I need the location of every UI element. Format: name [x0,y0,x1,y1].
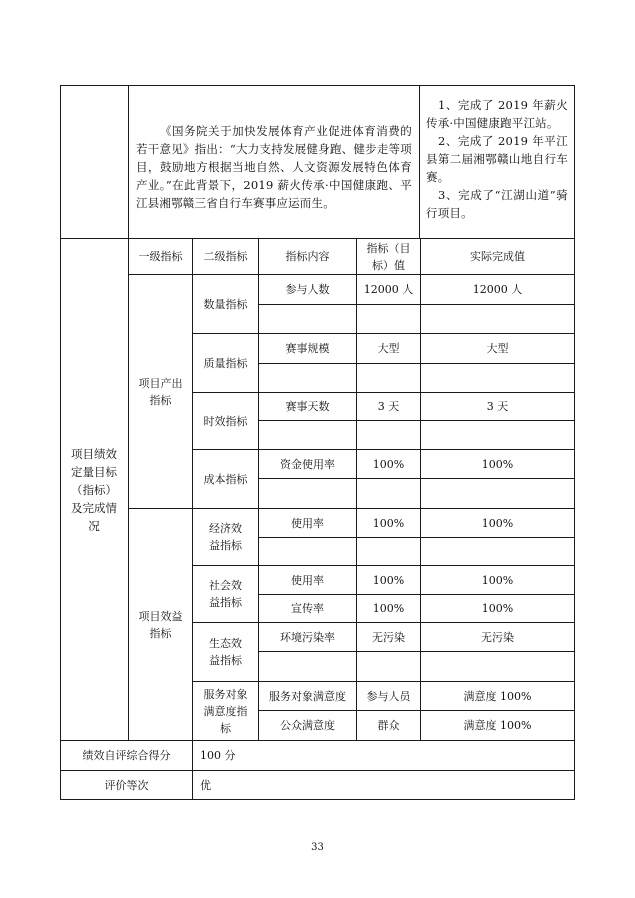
quantity-label: 数量指标 [203,297,248,311]
satisfaction-label: 服务对象满意度指标 [203,687,248,735]
service-satisfaction-content: 服务对象满意度 [269,689,346,703]
publicity-actual: 100% [481,602,514,615]
publicity-target: 100% [372,602,405,615]
quality-actual: 大型 [486,342,509,355]
header-content: 指标内容 [285,250,330,263]
social-target: 100% [372,573,405,587]
quantity-actual: 12000 人 [472,283,523,296]
social-content: 使用率 [291,573,324,587]
quality-target: 大型 [377,342,400,355]
ecological-target: 无污染 [372,630,405,644]
completed-list [426,96,568,222]
ecological-actual: 无污染 [481,630,514,644]
public-satisfaction-content: 公众满意度 [280,719,335,732]
timeliness-target: 3 天 [377,400,400,413]
completed-item: 1、完成了 2019 年薪火传承·中国健康跑平江站。 [426,98,568,130]
score-label: 绩效自评综合得分 [82,749,171,762]
service-satisfaction-target: 参与人员 [366,689,411,703]
cost-content: 资金使用率 [280,457,335,471]
completed-item: 3、完成了“江湖山道”骑行项目。 [426,188,568,220]
cost-target: 100% [372,457,405,471]
economic-target: 100% [372,516,405,530]
header-level1: 一级指标 [138,250,183,263]
header-level2: 二级指标 [203,250,248,263]
score-value: 100 分 [200,749,236,762]
grade-value: 优 [200,778,211,792]
timeliness-label: 时效指标 [203,414,248,428]
public-satisfaction-target: 群众 [377,719,400,732]
quantity-target: 12000 人 [363,283,414,296]
grade-label: 评价等次 [104,778,149,792]
social-actual: 100% [481,573,514,587]
economic-actual: 100% [481,516,514,530]
page-number: 33 [311,842,324,853]
quantity-content: 参与人数 [285,283,330,296]
cost-actual: 100% [481,457,514,471]
cost-label: 成本指标 [203,472,248,486]
completed-item: 2、完成了 2019 年平江县第二届湘鄂赣山地自行车赛。 [426,134,568,184]
ecological-label: 生态效益指标 [209,637,242,667]
quality-label: 质量指标 [203,356,248,370]
section-label: 项目绩效定量目标（指标）及完成情况 [71,447,117,533]
timeliness-actual: 3 天 [486,400,509,413]
ecological-content: 环境污染率 [280,630,335,644]
header-target: 指标（目标）值 [366,241,411,272]
timeliness-content: 赛事天数 [285,400,330,413]
background-text: 《国务院关于加快发展体育产业促进体育消费的若干意见》指出：“大力支持发展健身跑、健步走等项目，鼓励地方根据当地自然、人文资源发展特色体育产业。”在此背景下，2019 薪火传承·中国健康跑、平江县湘鄂赣三省自行车赛事应运而生。 [136,124,412,210]
economic-label: 经济效益指标 [209,522,242,552]
background-paragraph [136,122,412,212]
service-satisfaction-actual: 满意度 100% [463,689,532,703]
quality-content: 赛事规模 [285,342,330,355]
economic-content: 使用率 [291,516,324,530]
publicity-content: 宣传率 [291,602,324,615]
header-actual: 实际完成值 [470,250,525,263]
benefit-group-label: 项目效益指标 [138,610,183,640]
social-label: 社会效益指标 [209,579,242,609]
output-group-label: 项目产出指标 [138,377,183,407]
public-satisfaction-actual: 满意度 100% [463,719,532,732]
